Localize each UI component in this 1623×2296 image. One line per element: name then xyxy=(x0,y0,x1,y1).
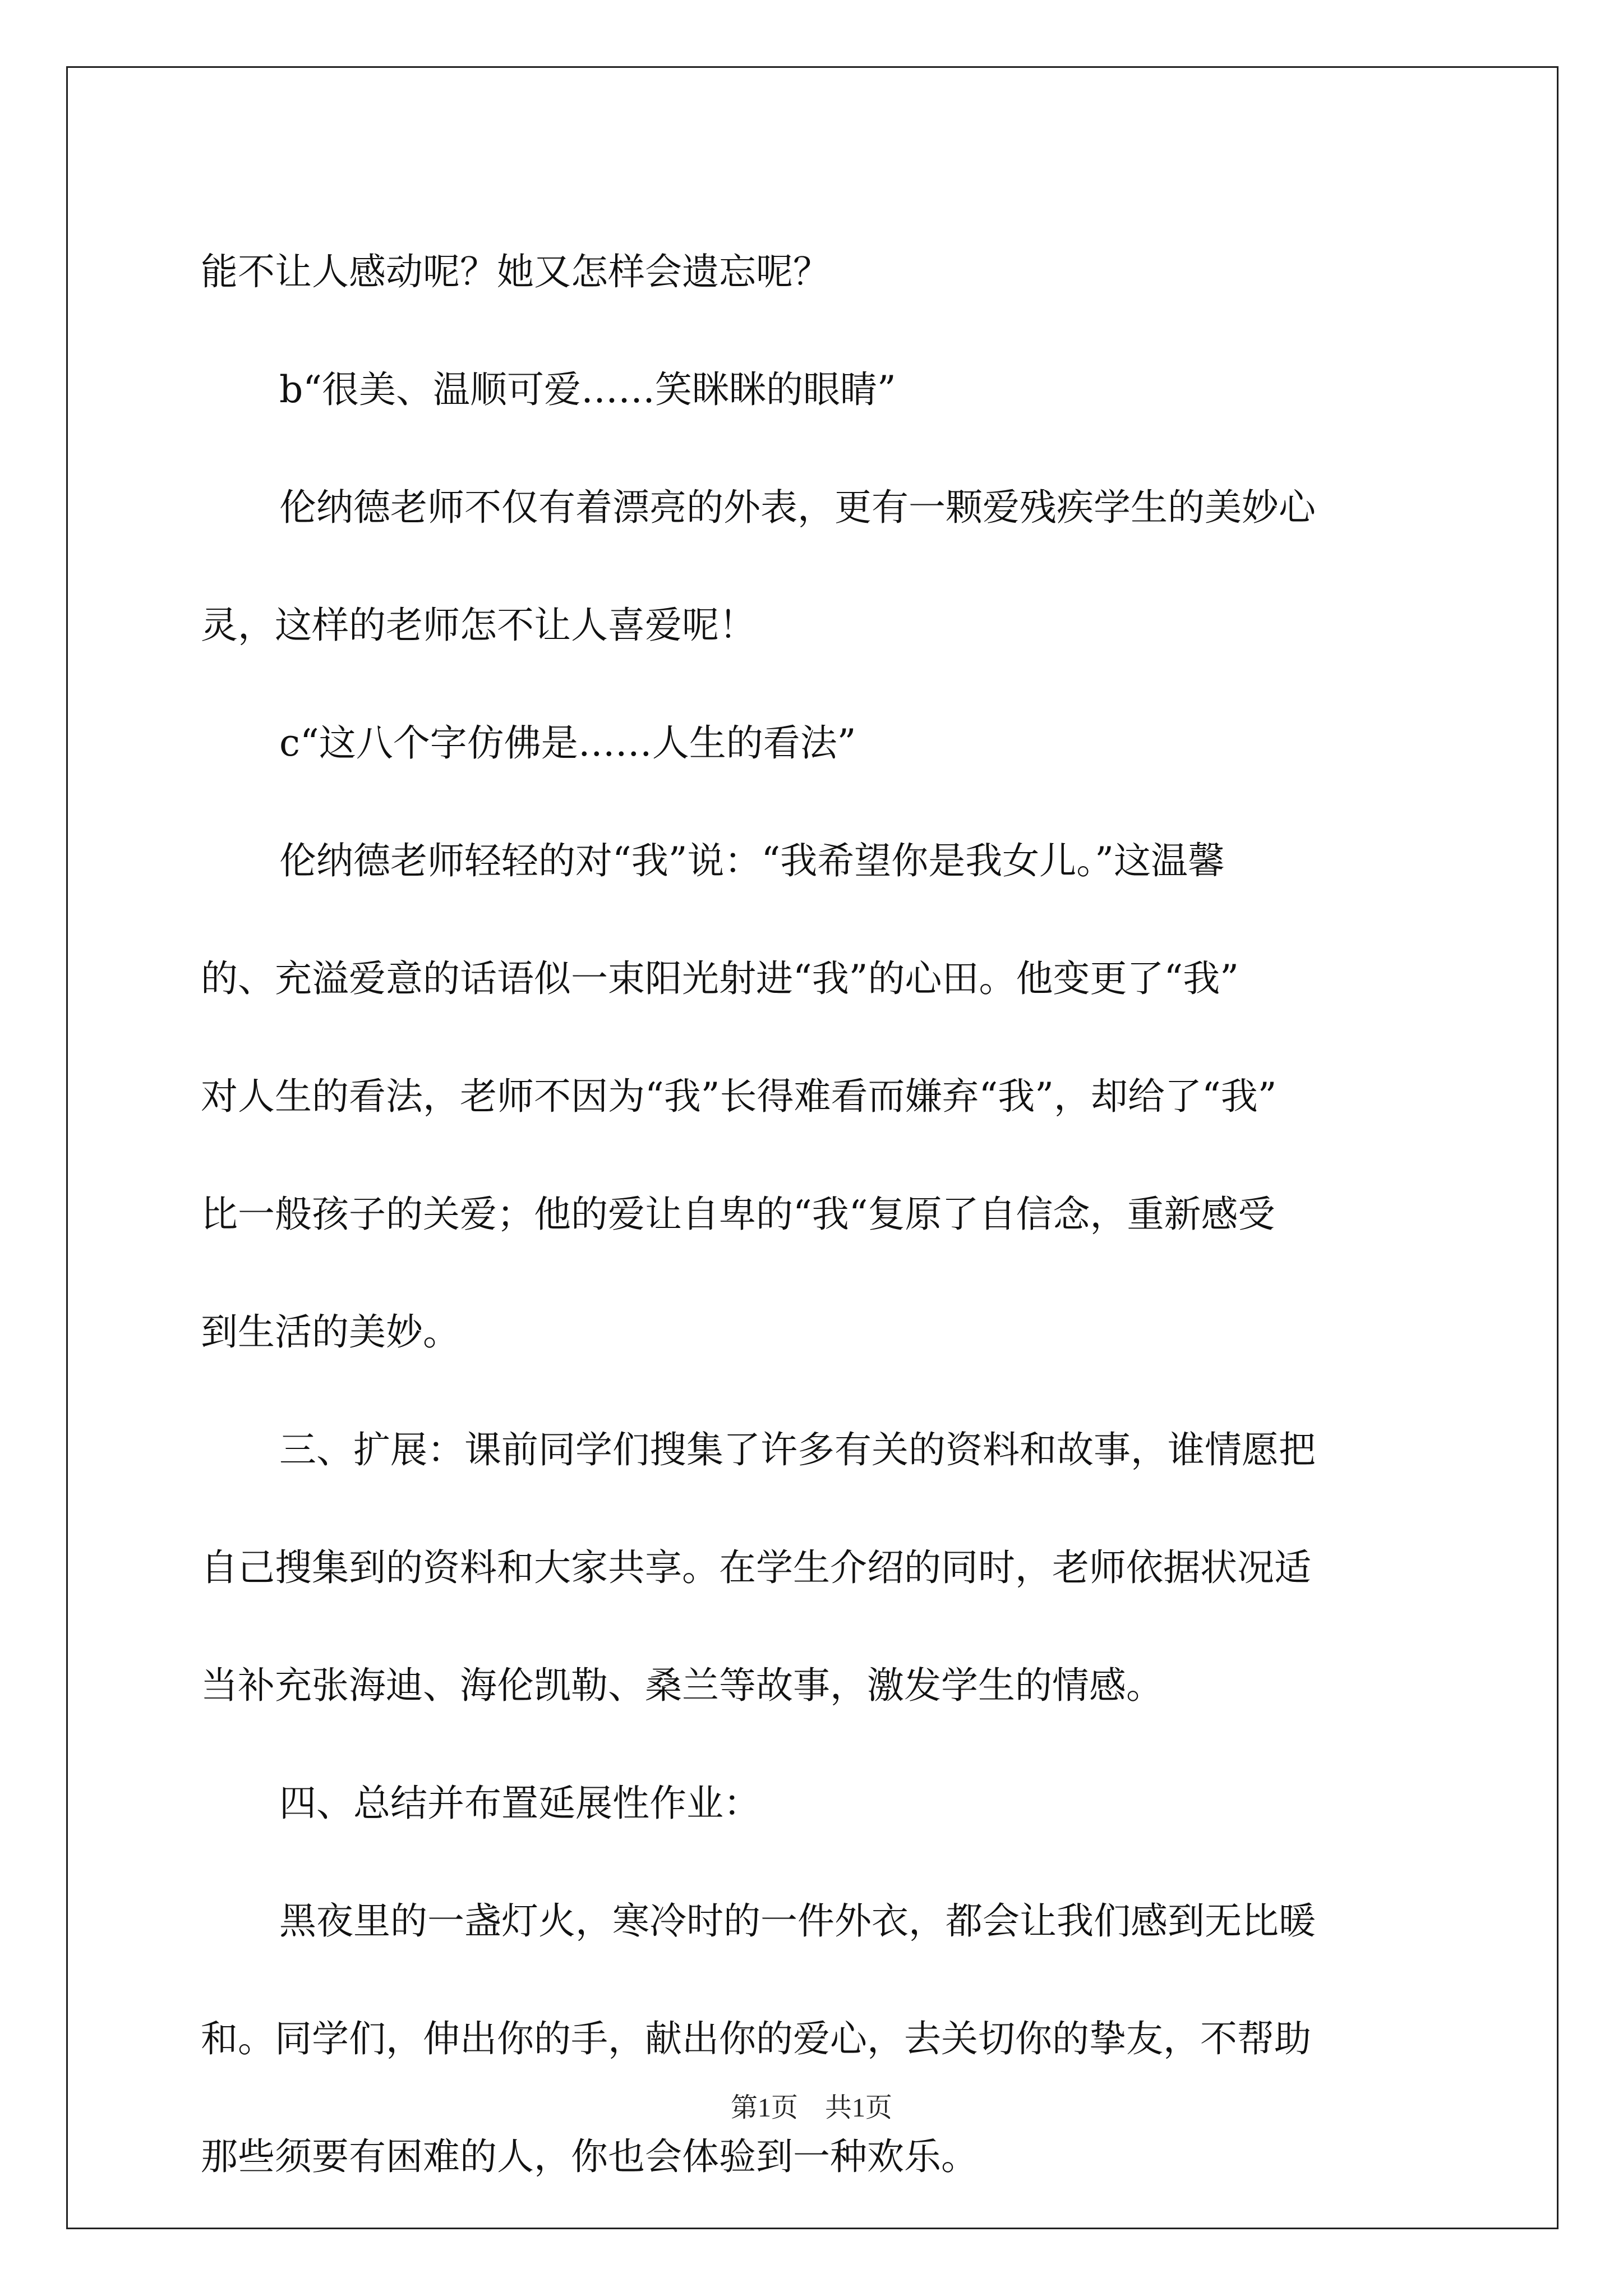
text-line: 黑夜里的一盏灯火，寒冷时的一件外衣，都会让我们感到无比暖 xyxy=(279,1899,1316,1943)
page-number-footer: 第1页 共1页 xyxy=(730,2093,892,2123)
text-line: 到生活的美妙。 xyxy=(201,1310,460,1354)
text-line: c“这八个字仿佛是……人生的看法” xyxy=(279,721,856,765)
text-line: 灵，这样的老师怎不让人喜爱呢！ xyxy=(201,604,756,647)
text-line: 能不让人感动呢？她又怎样会遗忘呢？ xyxy=(201,250,830,293)
text-line: 伦纳德老师轻轻的对“我”说：“我希望你是我女儿。”这温馨 xyxy=(279,839,1225,882)
text-line: 当补充张海迪、海伦凯勒、桑兰等故事，激发学生的情感。 xyxy=(201,1664,1163,1707)
text-line: 对人生的看法，老师不因为“我”长得难看而嫌弃“我”，却给了“我” xyxy=(201,1075,1277,1118)
text-line: 三、扩展：课前同学们搜集了许多有关的资料和故事，谁情愿把 xyxy=(279,1428,1316,1471)
text-line: 那些须要有困难的人，你也会体验到一种欢乐。 xyxy=(201,2135,978,2178)
document-body xyxy=(201,213,1435,2216)
text-line: 和。同学们，伸出你的手，献出你的爱心，去关切你的挚友，不帮助 xyxy=(201,2017,1311,2060)
text-line: 伦纳德老师不仅有着漂亮的外表，更有一颗爱残疾学生的美妙心 xyxy=(279,486,1316,529)
text-line: 比一般孩子的关爱；他的爱让自卑的“我“复原了自信念，重新感受 xyxy=(201,1193,1275,1236)
text-line: 的、充溢爱意的话语似一束阳光射进“我”的心田。他变更了“我” xyxy=(201,957,1239,1000)
text-line: b“很美、温顺可爱……笑眯眯的眼睛” xyxy=(279,368,896,411)
text-line: 自己搜集到的资料和大家共享。在学生介绍的同时，老师依据状况适 xyxy=(201,1546,1311,1589)
text-line: 四、总结并布置延展性作业： xyxy=(279,1782,760,1825)
